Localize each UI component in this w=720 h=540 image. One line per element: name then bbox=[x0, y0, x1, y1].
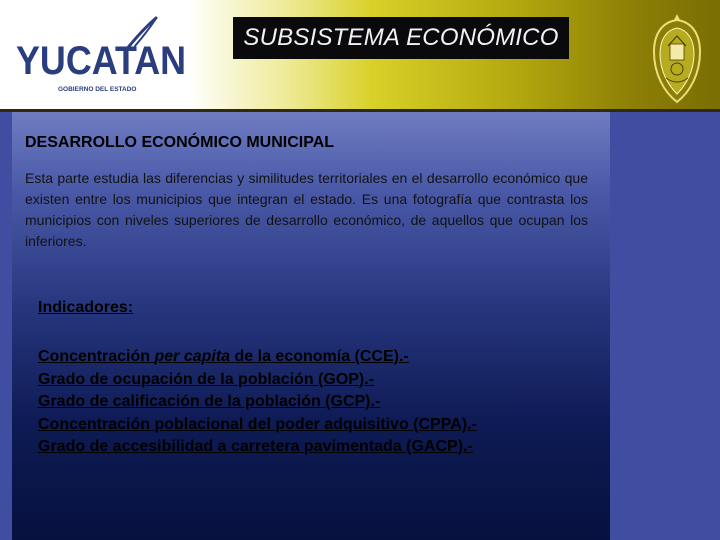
indicator-text: Grado de calificación de la población (GCP).- bbox=[38, 393, 381, 410]
section-title: DESARROLLO ECONÓMICO MUNICIPAL bbox=[25, 134, 335, 151]
indicator-item-gop[interactable] bbox=[38, 369, 598, 392]
indicator-item-cppa[interactable] bbox=[38, 414, 598, 437]
indicator-item-gacp[interactable] bbox=[38, 436, 598, 459]
yucatan-logo bbox=[14, 16, 194, 96]
indicator-item-cce[interactable] bbox=[38, 346, 598, 369]
indicator-emphasis: per capita bbox=[154, 348, 231, 365]
state-seal-icon bbox=[644, 14, 710, 106]
indicators-heading: Indicadores: bbox=[38, 299, 134, 316]
indicator-text: Concentración bbox=[38, 348, 155, 365]
indicators-list bbox=[38, 346, 598, 459]
section-description: Esta parte estudia las diferencias y similitudes territoriales en el desarrollo económico que existen entre los municipios que integran el estado. Es una fotografía que contrasta los municipios con niveles superiores de desarrollo económico, de aquellos que ocupan los inferiores. bbox=[25, 170, 588, 249]
title-banner bbox=[233, 17, 569, 59]
logo-wordmark: YUCATAN bbox=[16, 39, 186, 83]
page-title: SUBSISTEMA ECONÓMICO bbox=[243, 24, 559, 51]
indicator-text: Concentración poblacional del poder adquisitivo (CPPA).- bbox=[38, 415, 477, 433]
indicator-item-gcp[interactable] bbox=[38, 391, 598, 414]
indicator-text: Grado de ocupación de la población (GOP).- bbox=[38, 370, 375, 388]
logo-subtext: GOBIERNO DEL ESTADO bbox=[58, 86, 137, 93]
indicator-text: de la economía (CCE).- bbox=[230, 348, 409, 365]
indicator-text: Grado de accesibilidad a carretera pavimentada (GACP).- bbox=[38, 438, 473, 455]
